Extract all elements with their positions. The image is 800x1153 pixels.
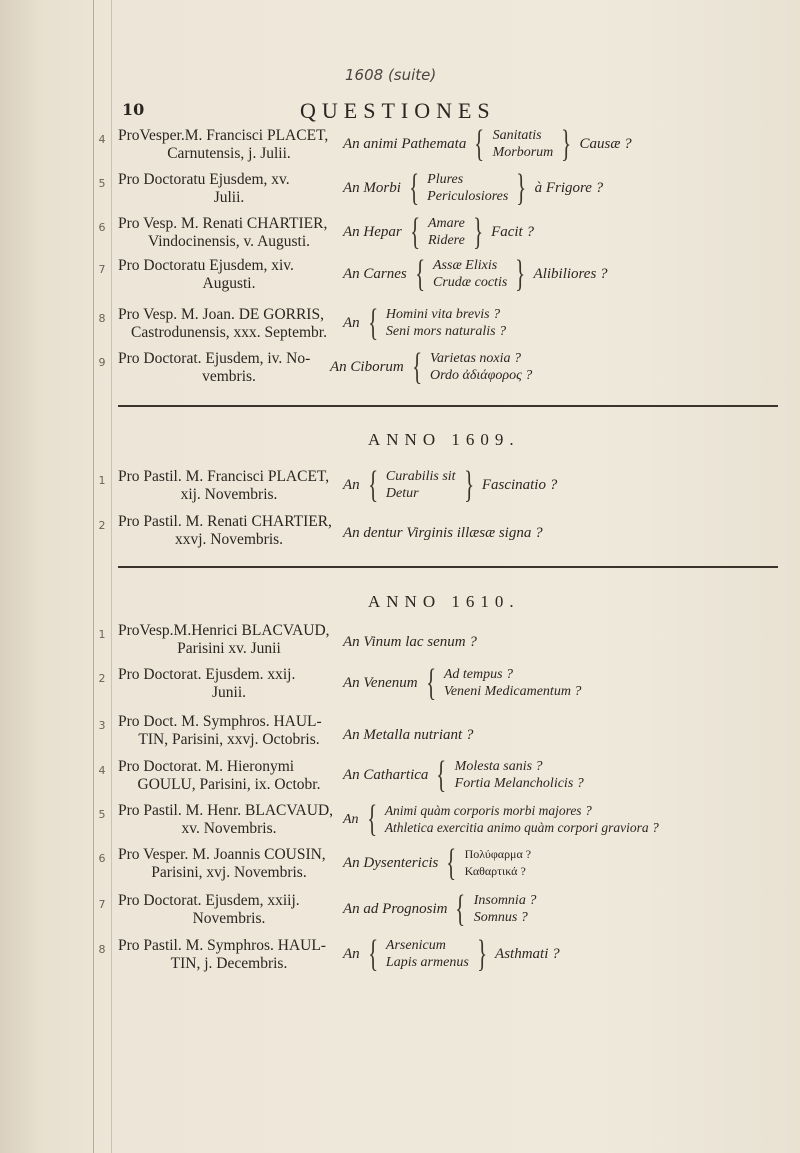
right-brace: } xyxy=(515,253,526,295)
left-brace: { xyxy=(436,754,447,796)
thesis-question xyxy=(343,888,793,930)
thesis-question xyxy=(330,346,780,388)
occasion-line-1: Pro Vesp. M. Renati CHARTIER, xyxy=(118,215,328,232)
alt-1: Arsenicum xyxy=(385,938,446,953)
thesis-occasion xyxy=(118,622,340,658)
occasion-line-1: Pro Doctorat. Ejusdem, iv. No- xyxy=(118,350,311,367)
question-prefix: An Morbi xyxy=(343,179,401,196)
thesis-occasion xyxy=(118,713,340,749)
thesis-question xyxy=(343,842,793,884)
left-brace: { xyxy=(409,211,420,253)
left-brace: { xyxy=(367,464,378,506)
occasion-line-2: Carnutensis, j. Julii. xyxy=(167,145,291,162)
question-alternatives xyxy=(493,127,554,161)
thesis-question xyxy=(343,253,793,295)
question-prefix: An xyxy=(343,811,359,827)
alt-2: Ridere xyxy=(428,233,465,248)
occasion-line-1: Pro Doctorat. Ejusdem, xxiij. xyxy=(118,892,300,909)
alt-2: Detur xyxy=(385,486,419,501)
alt-2: Fortia Melancholicis ? xyxy=(454,776,584,791)
page-number: 10 xyxy=(122,100,145,119)
question-alternatives xyxy=(444,666,582,700)
margin-number: 2 xyxy=(98,519,106,532)
occasion-line-2: xxvj. Novembris. xyxy=(174,531,284,548)
occasion-line-1: Pro Doctoratu Ejusdem, xiv. xyxy=(118,257,294,274)
section-divider xyxy=(118,566,778,568)
left-brace: { xyxy=(367,933,378,975)
alt-1: Animi quàm corporis morbi majores ? xyxy=(384,803,592,818)
alt-2: Ordo ἀδιάφορος ? xyxy=(430,368,533,383)
thesis-question xyxy=(343,798,793,840)
occasion-line-1: Pro Doctorat. Ejusdem. xxij. xyxy=(118,666,296,683)
question-prefix: An Cathartica xyxy=(343,766,429,783)
alt-2: Athletica exercitia animo quàm corpori graviora ? xyxy=(384,820,659,835)
occasion-line-2: GOULU, Parisini, ix. Octobr. xyxy=(137,776,321,793)
margin-number: 7 xyxy=(98,263,106,276)
occasion-line-2: Julii. xyxy=(213,189,245,206)
question-alternatives xyxy=(386,306,506,340)
occasion-line-1: Pro Doctorat. M. Hieronymi xyxy=(118,758,295,775)
alt-1: Varietas noxia ? xyxy=(430,351,522,366)
question-alternatives xyxy=(430,350,532,384)
left-brace: { xyxy=(474,123,485,165)
right-brace: } xyxy=(463,464,474,506)
margin-rule xyxy=(93,0,94,1153)
alt-1: Curabilis sit xyxy=(385,469,456,484)
margin-number: 5 xyxy=(98,177,106,190)
running-title: QUESTIONES xyxy=(300,98,496,123)
occasion-line-2: Junii. xyxy=(211,684,247,701)
thesis-question xyxy=(343,123,793,165)
margin-number: 8 xyxy=(98,312,106,325)
margin-number: 4 xyxy=(98,764,106,777)
question-suffix: Fascinatio ? xyxy=(481,476,558,493)
question-suffix: Facit ? xyxy=(491,223,534,240)
question-prefix: An Carnes xyxy=(343,265,407,282)
question-alternatives xyxy=(385,802,659,836)
alt-1: Molesta sanis ? xyxy=(454,759,543,774)
thesis-occasion xyxy=(118,257,340,293)
question-prefix: An Venenum xyxy=(343,674,418,691)
alt-2: Veneni Medicamentum ? xyxy=(443,684,582,699)
margin-number: 8 xyxy=(98,943,106,956)
alt-2: Seni mors naturalis ? xyxy=(385,324,507,339)
left-brace: { xyxy=(414,253,425,295)
question-alternatives xyxy=(427,171,508,205)
question-suffix: Causæ ? xyxy=(579,135,632,152)
thesis-occasion xyxy=(118,350,340,386)
question-prefix: An ad Prognosim xyxy=(343,900,448,917)
question-prefix: An Ciborum xyxy=(330,358,404,375)
question-alternatives xyxy=(455,758,584,792)
alt-1: Insomnia ? xyxy=(473,893,537,908)
alt-2: Periculosiores xyxy=(427,189,509,204)
margin-number: 9 xyxy=(98,356,106,369)
left-brace: { xyxy=(455,888,466,930)
handwritten-note: 1608 (suite) xyxy=(345,66,437,84)
occasion-line-1: Pro Doctoratu Ejusdem, xv. xyxy=(118,171,290,188)
margin-number: 6 xyxy=(98,852,106,865)
left-brace: { xyxy=(366,798,377,840)
thesis-question: An dentur Virginis illæsæ signa ? xyxy=(343,525,543,541)
occasion-line-2: Parisini xv. Junii xyxy=(177,640,281,657)
margin-number: 5 xyxy=(98,808,106,821)
margin-number: 7 xyxy=(98,898,106,911)
left-brace: { xyxy=(367,302,378,344)
occasion-line-1: Pro Doct. M. Symphros. HAUL- xyxy=(118,713,322,730)
alt-2: Crudæ coctis xyxy=(433,275,508,290)
question-prefix: An xyxy=(343,314,360,331)
section-divider xyxy=(118,405,778,407)
occasion-line-1: ProVesper.M. Francisci PLACET, xyxy=(118,127,329,144)
left-brace: { xyxy=(409,167,420,209)
occasion-line-1: Pro Vesp. M. Joan. DE GORRIS, xyxy=(118,306,324,323)
thesis-occasion xyxy=(118,758,340,794)
occasion-line-2: TIN, Parisini, xxvj. Octobris. xyxy=(138,731,320,748)
alt-1: Sanitatis xyxy=(492,128,542,143)
thesis-occasion xyxy=(118,802,340,838)
thesis-question xyxy=(343,464,793,506)
thesis-occasion xyxy=(118,513,340,549)
occasion-line-2: TIN, j. Decembris. xyxy=(170,955,288,972)
occasion-line-2: xv. Novembris. xyxy=(181,820,277,837)
margin-number: 2 xyxy=(98,672,106,685)
question-alternatives xyxy=(474,892,537,926)
alt-1: Ad tempus ? xyxy=(443,667,514,682)
question-alternatives xyxy=(386,937,469,971)
right-brace: } xyxy=(561,123,572,165)
thesis-question xyxy=(343,933,793,975)
thesis-occasion xyxy=(118,846,340,882)
question-suffix: à Frigore ? xyxy=(534,179,604,196)
alt-1: Homini vita brevis ? xyxy=(385,307,501,322)
thesis-question: An Metalla nutriant ? xyxy=(343,727,474,743)
question-alternatives xyxy=(386,468,456,502)
thesis-occasion xyxy=(118,306,340,342)
occasion-line-2: Novembris. xyxy=(192,910,266,927)
thesis-occasion xyxy=(118,892,340,928)
year-heading: ANNO 1610. xyxy=(368,592,520,611)
thesis-question: An Vinum lac senum ? xyxy=(343,634,477,650)
right-brace: } xyxy=(476,933,487,975)
margin-rule-inner xyxy=(111,0,112,1153)
question-suffix: Alibiliores ? xyxy=(533,265,608,282)
thesis-occasion xyxy=(118,215,340,251)
occasion-line-2: Castrodunensis, xxx. Septembr. xyxy=(131,324,327,341)
occasion-line-1: Pro Pastil. M. Francisci PLACET, xyxy=(118,468,330,485)
occasion-line-2: Parisini, xvj. Novembris. xyxy=(151,864,307,881)
thesis-question xyxy=(343,167,793,209)
alt-1: Πολύφαρμα ? xyxy=(464,847,532,861)
occasion-line-1: Pro Pastil. M. Symphros. HAUL- xyxy=(118,937,326,954)
occasion-line-1: ProVesp.M.Henrici BLACVAUD, xyxy=(118,622,330,639)
question-prefix: An animi Pathemata xyxy=(343,135,467,152)
margin-number: 1 xyxy=(98,474,106,487)
alt-2: Καθαρτικά ? xyxy=(464,864,526,878)
alt-2: Morborum xyxy=(492,145,554,160)
thesis-question xyxy=(343,754,793,796)
thesis-question xyxy=(343,662,793,704)
left-brace: { xyxy=(425,662,436,704)
margin-number: 3 xyxy=(98,719,106,732)
left-brace: { xyxy=(411,346,422,388)
thesis-occasion xyxy=(118,127,340,163)
question-alternatives xyxy=(465,846,531,880)
page-header xyxy=(0,98,800,124)
question-prefix: An Dysentericis xyxy=(343,854,439,871)
question-suffix: Asthmati ? xyxy=(495,945,560,962)
occasion-line-1: Pro Vesper. M. Joannis COUSIN, xyxy=(118,846,326,863)
thesis-question xyxy=(343,211,793,253)
alt-1: Plures xyxy=(427,172,464,187)
left-brace: { xyxy=(446,842,457,884)
year-heading: ANNO 1609. xyxy=(368,430,520,449)
question-prefix: An xyxy=(343,945,360,962)
alt-1: Amare xyxy=(428,216,465,231)
alt-1: Assæ Elixis xyxy=(433,258,498,273)
question-alternatives xyxy=(433,257,507,291)
occasion-line-1: Pro Pastil. M. Renati CHARTIER, xyxy=(118,513,332,530)
right-brace: } xyxy=(472,211,483,253)
thesis-occasion xyxy=(118,937,340,973)
margin-number: 6 xyxy=(98,221,106,234)
thesis-occasion xyxy=(118,666,340,702)
occasion-line-2: vembris. xyxy=(202,368,256,385)
thesis-occasion xyxy=(118,171,340,207)
occasion-line-1: Pro Pastil. M. Henr. BLACVAUD, xyxy=(118,802,334,819)
question-alternatives xyxy=(428,215,465,249)
alt-2: Somnus ? xyxy=(473,910,528,925)
occasion-line-2: xij. Novembris. xyxy=(180,486,278,503)
question-prefix: An Hepar xyxy=(343,223,402,240)
question-prefix: An xyxy=(343,476,360,493)
right-brace: } xyxy=(516,167,527,209)
thesis-question xyxy=(343,302,793,344)
occasion-line-2: Augusti. xyxy=(202,275,256,292)
alt-2: Lapis armenus xyxy=(385,955,469,970)
margin-number: 4 xyxy=(98,133,106,146)
occasion-line-2: Vindocinensis, v. Augusti. xyxy=(147,233,311,250)
margin-number: 1 xyxy=(98,628,106,641)
thesis-occasion xyxy=(118,468,340,504)
